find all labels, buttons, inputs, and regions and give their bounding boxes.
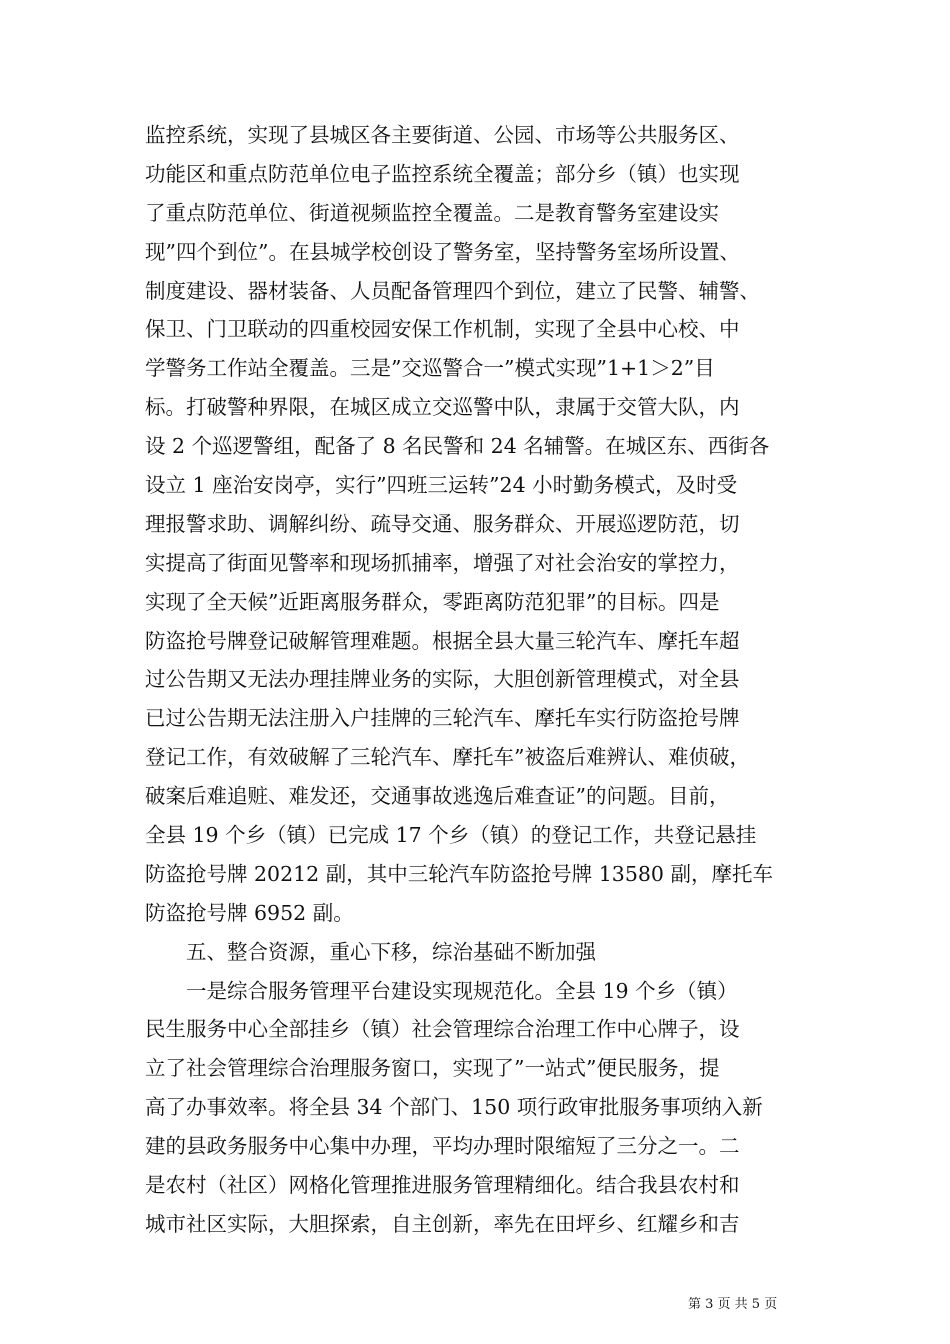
text-line: 现”四个到位”。在县城学校创设了警务室，坚持警务室场所设置、 xyxy=(145,239,740,264)
text-line: 城市社区实际，大胆探索，自主创新，率先在田坪乡、红耀乡和吉 xyxy=(145,1211,740,1236)
text-line: 防盗抢号牌 20212 副，其中三轮汽车防盗抢号牌 13580 副，摩托车 xyxy=(145,861,773,886)
text-line: 监控系统，实现了县城区各主要街道、公园、市场等公共服务区、 xyxy=(145,123,740,147)
text-line: 是农村（社区）网格化管理推进服务管理精细化。结合我县农村和 xyxy=(145,1173,740,1198)
text-line: 登记工作，有效破解了三轮汽车、摩托车”被盗后难辨认、难侦破， xyxy=(145,745,750,770)
text-line: 防盗抢号牌登记破解管理难题。根据全县大量三轮汽车、摩托车超 xyxy=(145,628,740,653)
text-line: 建的县政务服务中心集中办理，平均办理时限缩短了三分之一。二 xyxy=(145,1134,740,1159)
text-line: 一是综合服务管理平台建设实现规范化。全县 19 个乡（镇） xyxy=(186,978,738,1003)
text-line: 理报警求助、调解纠纷、疏导交通、服务群众、开展巡逻防范，切 xyxy=(145,511,740,536)
text-line: 标。打破警种界限，在城区成立交巡警中队，隶属于交管大队，内 xyxy=(145,395,740,420)
text-line: 高了办事效率。将全县 34 个部门、150 项行政审批服务事项纳入新 xyxy=(145,1095,763,1120)
text-line: 了重点防范单位、街道视频监控全覆盖。二是教育警务室建设实 xyxy=(145,200,719,225)
text-line: 民生服务中心全部挂乡（镇）社会管理综合治理工作中心牌子，设 xyxy=(145,1017,740,1042)
text-line: 功能区和重点防范单位电子监控系统全覆盖；部分乡（镇）也实现 xyxy=(145,161,740,186)
body-text xyxy=(145,116,810,1244)
text-line: 立了社会管理综合治理服务窗口，实现了”一站式”便民服务，提 xyxy=(145,1056,720,1081)
text-line: 破案后难追赃、难发还，交通事故逃逸后难查证”的问题。目前， xyxy=(145,784,730,809)
text-line: 防盗抢号牌 6952 副。 xyxy=(145,900,354,925)
text-line: 过公告期又无法办理挂牌业务的实际，大胆创新管理模式，对全县 xyxy=(145,667,740,692)
section-heading: 五、整合资源，重心下移，综治基础不断加强 xyxy=(186,939,596,964)
text-line: 实提高了街面见警率和现场抓捕率，增强了对社会治安的掌控力， xyxy=(145,550,740,575)
text-line: 全县 19 个乡（镇）已完成 17 个乡（镇）的登记工作，共登记悬挂 xyxy=(145,823,757,848)
page-number-footer: 第 3 页 共 5 页 xyxy=(688,1297,778,1312)
text-line: 实现了全天候”近距离服务群众，零距离防范犯罪”的目标。四是 xyxy=(145,589,720,614)
text-line: 制度建设、器材装备、人员配备管理四个到位，建立了民警、辅警、 xyxy=(145,278,760,303)
text-line: 设 2 个巡逻警组，配备了 8 名民警和 24 名辅警。在城区东、西街各 xyxy=(145,434,770,459)
text-line: 已过公告期无法注册入户挂牌的三轮汽车、摩托车实行防盗抢号牌 xyxy=(145,706,740,731)
text-line: 学警务工作站全覆盖。三是”交巡警合一”模式实现”1+1＞2”目 xyxy=(145,356,715,381)
text-line: 保卫、门卫联动的四重校园安保工作机制，实现了全县中心校、中 xyxy=(145,317,740,342)
text-line: 设立 1 座治安岗亭，实行”四班三运转”24 小时勤务模式，及时受 xyxy=(145,473,738,498)
